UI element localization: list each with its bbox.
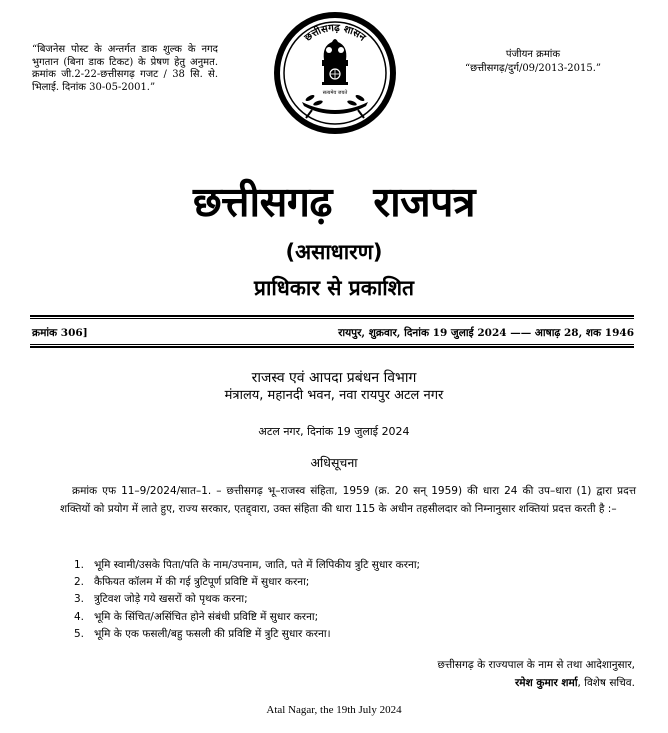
gazette-authority: प्राधिकार से प्रकाशित <box>254 276 414 300</box>
department-name: राजस्व एवं आपदा प्रबंधन विभाग <box>251 370 417 386</box>
department-address: मंत्रालय, महानदी भवन, नवा रायपुर अटल नगर <box>224 388 444 403</box>
emblem-top-text: छत्तीसगढ़ शासन <box>302 22 368 44</box>
state-emblem <box>272 10 398 136</box>
signer-name: रमेश कुमार शर्मा <box>515 677 578 689</box>
postal-note: “बिजनेस पोस्ट के अन्तर्गत डाक शुल्क के नगद भुगतान (बिना डाक टिकट) के प्रेषण हेतु अनुमत. क्रमांक जी.2-22-छत्तीसगढ़ गजट / 38 सि. से. भिलाई. दिनांक 30-05-2001.” <box>32 44 218 93</box>
signer-block <box>330 674 635 692</box>
registration-label: पंजीयन क्रमांक <box>505 49 561 60</box>
notification-heading: अधिसूचना <box>310 455 358 470</box>
registration-number: “छत्तीसगढ़/दुर्ग/09/2013-2015.” <box>465 63 601 74</box>
list-item: 4. भूमि के सिंचित/असिंचित होने संबंधी प्रविष्टि में सुधार करना; <box>74 610 319 623</box>
list-item: 5. भूमि के एक फसली/बहु फसली की प्रविष्टि में त्रुटि सुधार करना। <box>74 627 331 640</box>
list-item: 2. कैफियत कॉलम में की गई त्रुटिपूर्ण प्रविष्टि में सुधार करना; <box>74 576 310 589</box>
gazette-title: छत्तीसगढ़ राजपत्र <box>192 178 476 226</box>
gazette-type: (असाधारण) <box>285 240 383 264</box>
list-item: 3. त्रुटिवश जोड़े गये खसरों को पृथक करना; <box>74 593 248 606</box>
issue-place-date: रायपुर, शुक्रवार, दिनांक 19 जुलाई 2024 —— आषाढ़ 28, शक 1946 <box>338 327 634 339</box>
bottom-rule-thin <box>30 344 634 345</box>
list-item: 1. भूमि स्वामी/उसके पिता/पति के नाम/उपनाम, जाति, पते में लिपिकीय त्रुटि सुधार करना; <box>74 559 421 571</box>
registration-block <box>430 48 636 76</box>
emblem-motto: सत्यमेव जयते <box>322 90 348 96</box>
issue-number: क्रमांक 306] <box>32 327 88 339</box>
signer-title: , विशेष सचिव. <box>577 677 635 689</box>
top-rule-thin <box>30 318 634 319</box>
top-rule <box>30 315 634 317</box>
bottom-rule <box>30 346 634 348</box>
notice-date: अटल नगर, दिनांक 19 जुलाई 2024 <box>258 425 410 438</box>
english-date: Atal Nagar, the 19th July 2024 <box>266 704 402 716</box>
notification-body: क्रमांक एफ 11–9/2024/सात–1. – छत्तीसगढ़ भू–राजस्व संहिता, 1959 (क्र. 20 सन् 1959) की धारा 24 की उप–धारा (1) द्वारा प्रदत्त शक्तियों को प्रयोग में लाते हुए, राज्य सरकार, एतद्द्वारा, उक्त संहिता की धारा 115 के अधीन तहसीलदार को निम्नानुसार शक्तियां प्रदत्त करती है :– <box>60 485 636 515</box>
powers-list <box>74 557 634 643</box>
order-line: छत्तीसगढ़ के राज्यपाल के नाम से तथा आदेशानुसार, <box>437 659 635 671</box>
